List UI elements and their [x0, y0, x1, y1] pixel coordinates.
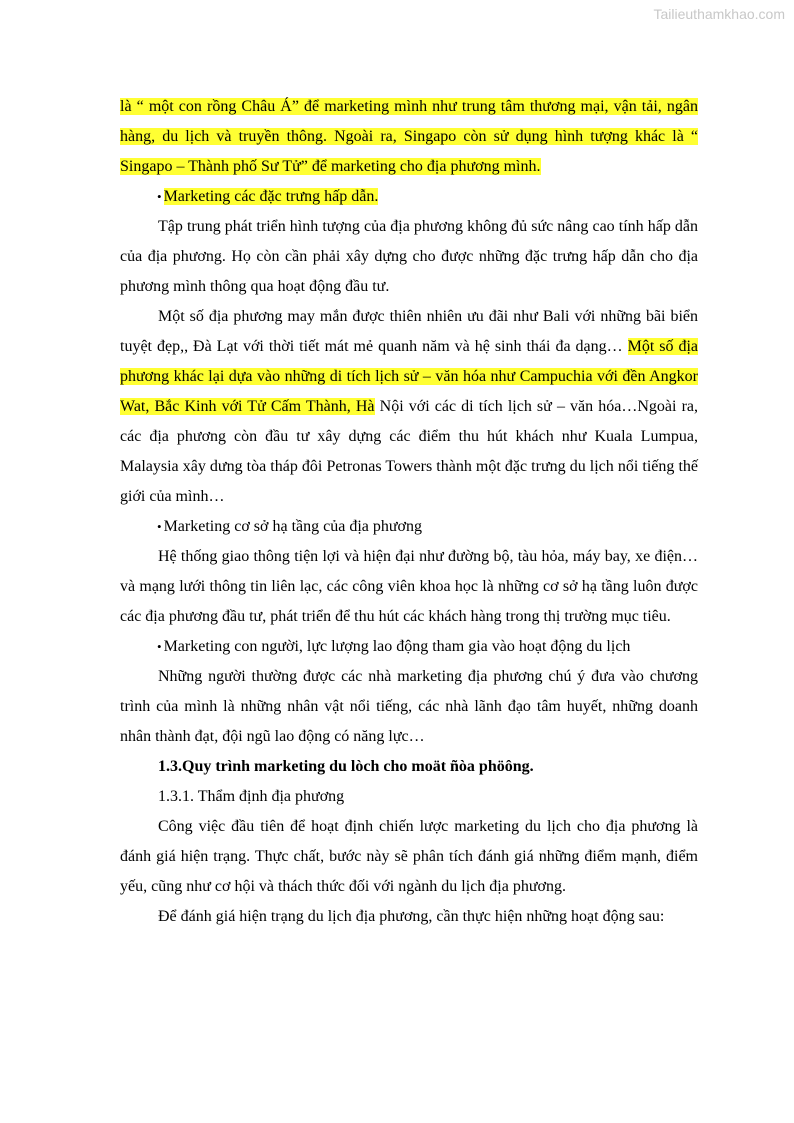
bullet-icon: •: [157, 639, 162, 654]
bullet-attractions: [120, 182, 698, 212]
text-heritage: Nội với các di tích lịch sử – văn hóa…Ngoài ra, các địa phương còn đầu tư xây dựng các điểm thu hút khách như Kuala Lumpua, Malaysia xây dưng tòa tháp đôi Petronas Towers thành một đặc trưng du lịch nổi tiếng thế giới của mình…: [120, 398, 698, 505]
section-heading: 1.3.Quy trình marketing du lòch cho moät ñòa phöông.: [158, 758, 534, 775]
document-body: [120, 92, 698, 932]
paragraph-people: Những người thường được các nhà marketing địa phương chú ý đưa vào chương trình của mình là những nhân vật nổi tiếng, các nhà lãnh đạo tâm huyết, những doanh nhân thành đạt, đội ngũ lao động có năng lực…: [120, 668, 698, 745]
bullet-icon: •: [157, 519, 162, 534]
paragraph-activities: Để đánh giá hiện trạng du lịch địa phương, cần thực hiện những hoạt động sau:: [158, 908, 665, 925]
text-nature: Một số địa phương may mắn được thiên nhiên ưu đãi như Bali với những bãi biển tuyệt đẹp,, Đà Lạt với thời tiết mát mẻ quanh năm và hệ sinh thái đa dạng…: [120, 308, 698, 355]
bullet-infrastructure: [120, 512, 698, 542]
bullet-label: Marketing cơ sở hạ tầng của địa phương: [163, 518, 422, 535]
paragraph-focus: Tập trung phát triển hình tượng của địa phương không đủ sức nâng cao tính hấp dẫn của địa phương. Họ còn cần phải xây dựng cho được những đặc trưng hấp dẫn cho địa phương mình thông qua hoạt động đầu tư.: [120, 218, 698, 295]
paragraph-transport: Hệ thống giao thông tiện lợi và hiện đại như đường bộ, tàu hỏa, máy bay, xe điện…và mạng lưới thông tin liên lạc, các công viên khoa học là những cơ sở hạ tầng luôn được các địa phương đầu tư, phát triển để thu hút các khách hàng trong thị trường mục tiêu.: [120, 548, 698, 625]
paragraph-assessment: Công việc đầu tiên để hoạt định chiến lược marketing du lịch cho địa phương là đánh giá hiện trạng. Thực chất, bước này sẽ phân tích đánh giá những điểm mạnh, điểm yếu, cũng như cơ hội và thách thức đối với ngành du lịch địa phương.: [120, 818, 698, 895]
watermark: Tailieuthamkhao.com: [653, 6, 785, 22]
paragraph-localities: [120, 302, 698, 512]
subsection-heading: 1.3.1. Thẩm định địa phương: [158, 788, 345, 805]
bullet-people: [120, 632, 698, 662]
highlighted-text: Một số địa phương khác lại dựa vào những di tích lịch sử – văn hóa như Campuchia với đền Angkor Wat, Bắc Kinh với Tử Cấm Thành, Hà: [120, 338, 699, 415]
bullet-label: Marketing các đặc trưng hấp dẫn.: [163, 188, 379, 205]
bullet-label: Marketing con người, lực lượng lao động tham gia vào hoạt động du lịch: [163, 638, 631, 655]
paragraph-singapore: [120, 92, 698, 182]
bullet-icon: •: [157, 189, 162, 204]
highlighted-text: là “ một con rồng Châu Á” để marketing mình như trung tâm thương mại, vận tải, ngân hàng, du lịch và truyền thông. Ngoài ra, Singapo còn sử dụng hình tượng khác là “ Singapo – Thành phố Sư Tử” để marketing cho địa phương mình.: [120, 98, 698, 175]
